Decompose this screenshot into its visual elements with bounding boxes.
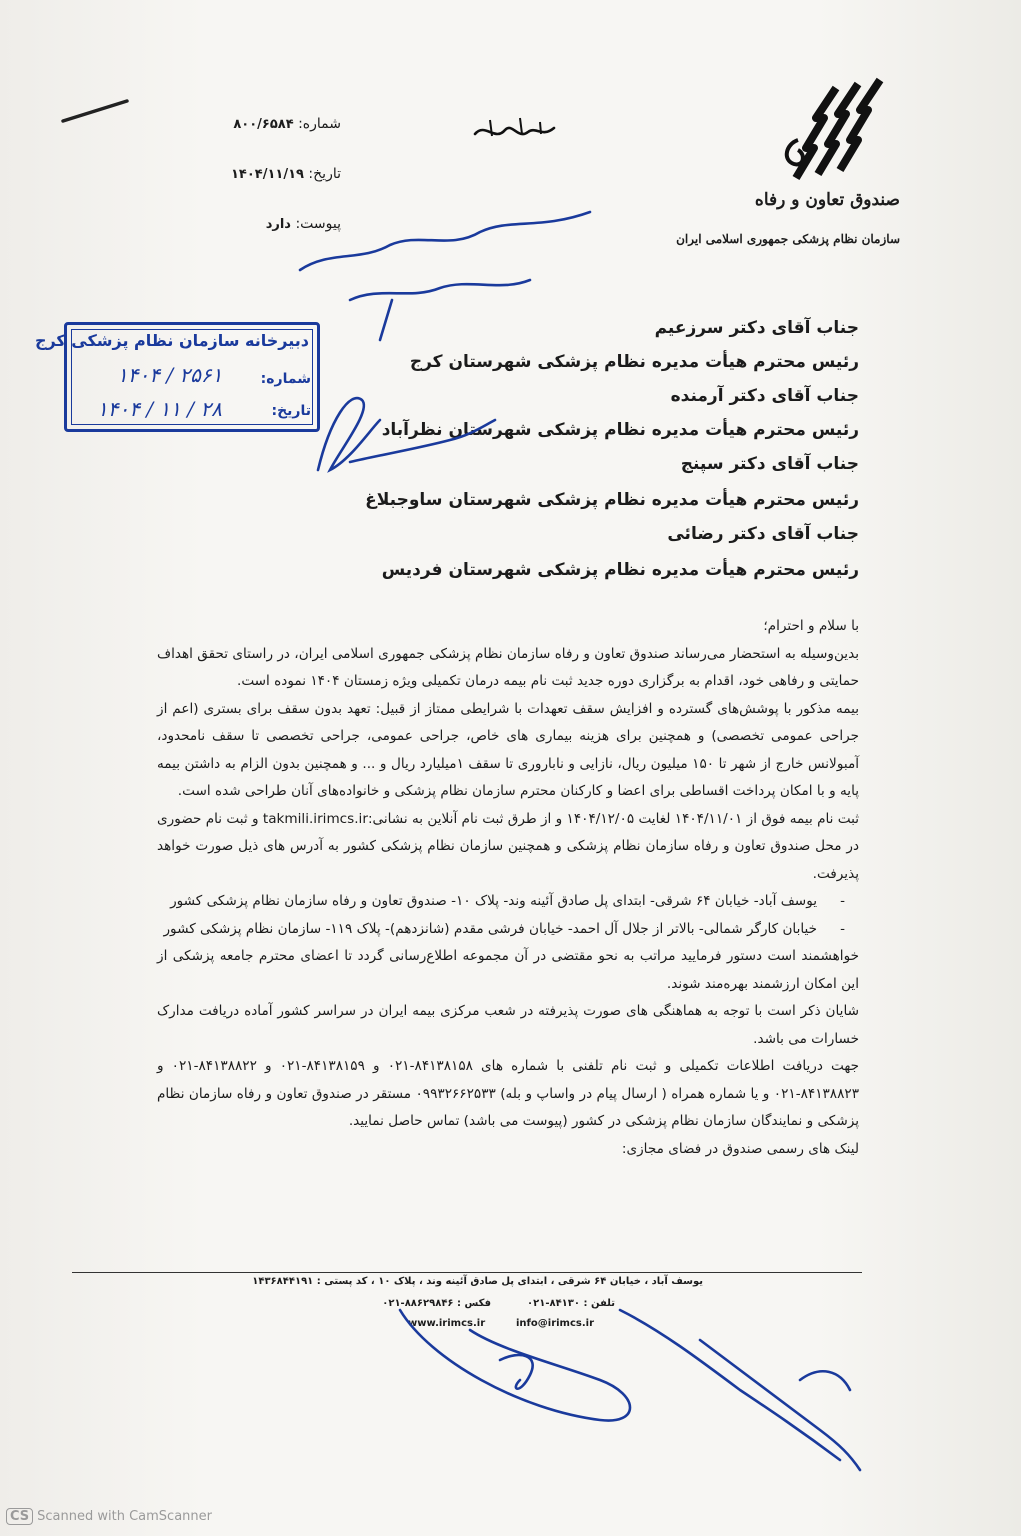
paragraph-links: لینک های رسمی صندوق در فضای مجازی: [621, 1140, 859, 1157]
addressee-2-title: رئیس محترم هیأت مدیره نظام پزشکی شهرستان نظرآباد [381, 420, 859, 440]
footer-address: یوسف آباد ، خیابان ۶۴ شرقی ، ابتدای پل صادق آئینه وند ، پلاک ۱۰ ، کد پستی : ۱۴۳۶۸۴۴۱۹۱ [252, 1276, 703, 1287]
address-bullet-2 [157, 916, 859, 944]
addressee-3-title: رئیس محترم هیأت مدیره نظام پزشکی شهرستان ساوجبلاغ [365, 490, 859, 510]
stamp-title: دبیرخانه سازمان نظام پزشکی کرج [34, 331, 309, 350]
letter-number-label: شماره: [298, 116, 341, 132]
secretariat-stamp [34, 322, 320, 432]
stamp-date-value: ۱۴۰۴ / ۱۱ / ۲۸ [97, 397, 222, 421]
letter-attachment-label: پیوست: [295, 216, 341, 232]
scanner-watermark [6, 1508, 212, 1525]
letter-attachment [266, 216, 341, 232]
letter-number [233, 116, 341, 132]
fund-organization: سازمان نظام پزشکی جمهوری اسلامی ایران [676, 232, 900, 246]
paragraph-coverage: بیمه مذکور با پوشش‌های گسترده و افزایش سقف تعهدات با شرایطی ممتاز از قبیل: تعهد بدون سقف برای بستری (اعم از جراحی عمومی تخصصی) و همچنین برای هزینه بیماری های خاص، جراحی عمومی، جراحی تخصصی تا سقف نامحدود، آمبولانس خارج از شهر تا ۱۵۰ میلیون ریال، نازایی و ناباروری تا سقف ۱میلیارد ریال و ... و همچنین بدون الزام به داشتن بیمه پایه و با امکان پرداخت اقساطی برای اعضا و کارکنان محترم سازمان نظام پزشکی و خانواده‌های آنان طراحی شده است. [157, 700, 859, 799]
addressee-4: جناب آقای دکتر رضائی [667, 524, 859, 544]
letter-date-label: تاریخ: [308, 166, 341, 182]
stamp-date-label: تاریخ: [271, 403, 311, 419]
letter-number-value: ۸۰۰/۶۵۸۴ [233, 117, 294, 132]
letter-attachment-value: دارد [265, 217, 291, 232]
stamp-number-value: ۱۴۰۴ / ۲۵۶۱ [117, 363, 223, 387]
address-bullet-1 [157, 888, 859, 916]
paragraph-request: خواهشمند است دستور فرمایید مراتب به نحو مقتضی در آن مجموعه اطلاع‌رسانی گردد تا اعضای محترم جامعه پزشکی از این امکان ارزشمند بهره‌مند شوند. [157, 948, 859, 992]
stamp-number-label: شماره: [260, 371, 311, 387]
scanner-text: Scanned with CamScanner [37, 1509, 212, 1524]
paragraph-registration: ثبت نام بیمه فوق از ۱۴۰۴/۱۱/۰۱ لغایت ۱۴۰۴/۱۲/۰۵ و از طرق ثبت نام آنلاین به نشانی:takmili.irimcs.ir و ثبت نام حضوری در محل صندوق تعاون و رفاه سازمان نظام پزشکی و همچنین سازمان نظام پزشکی کشور به آدرس های ذیل صورت خواهد پذیرفت. [157, 810, 860, 882]
addressee-2: جناب آقای دکتر آرمنده [670, 386, 859, 406]
letter-date-value: ۱۴۰۴/۱۱/۱۹ [230, 167, 304, 182]
paragraph-contact: جهت دریافت اطلاعات تکمیلی و ثبت نام تلفنی با شماره های ۸۴۱۳۸۱۵۸-۰۲۱ و ۸۴۱۳۸۱۵۹-۰۲۱ و ۸۴۱۳۸۸۲۲-۰۲۱ و ۸۴۱۳۸۸۲۳-۰۲۱ و یا شماره همراه ( ارسال پیام در واساپ و بله) ۰۹۹۳۲۶۶۲۵۳۳ مستقر در صندوق تعاون و رفاه سازمان نظام پزشکی و نمایندگان سازمان نظام پزشکی در کشور (پیوست می باشد) تماس حاصل نمایید. [157, 1058, 860, 1129]
paragraph-note: شایان ذکر است با توجه به هماهنگی های صورت پذیرفته در شعب مرکزی بیمه ایران در سراسر کشور آماده دریافت مدارک خسارات می باشد. [157, 1003, 859, 1047]
footer-fax: فکس : ۸۸۶۲۹۸۴۶-۰۲۱ [382, 1298, 491, 1309]
addressee-3: جناب آقای دکتر سپنج [680, 454, 859, 474]
footer-divider [72, 1272, 862, 1273]
bullet-marker: - [840, 920, 845, 937]
address-bullet-2-text: خیابان کارگر شمالی- بالاتر از جلال آل احمد- خیابان فرشی مقدم (شانزدهم)- پلاک ۱۱۹- سازمان نظام پزشکی کشور [163, 920, 817, 937]
footer-email[interactable]: info@irimcs.ir [516, 1318, 595, 1329]
pen-stroke-mark [55, 95, 135, 130]
footer-website[interactable]: www.irimcs.ir [408, 1318, 486, 1329]
greeting: با سلام و احترام؛ [763, 618, 859, 634]
addressee-4-title: رئیس محترم هیأت مدیره نظام پزشکی شهرستان فردیس [381, 560, 859, 580]
letter-body [157, 613, 859, 1163]
addressee-1: جناب آقای دکتر سرزعیم [654, 318, 859, 338]
fund-name: صندوق تعاون و رفاه [754, 190, 900, 210]
addressee-1-title: رئیس محترم هیأت مدیره نظام پزشکی شهرستان کرج [409, 352, 859, 372]
letter-date [231, 166, 341, 182]
address-bullet-1-text: یوسف آباد- خیابان ۶۴ شرقی- ابتدای پل صادق آئینه وند- پلاک ۱۰- صندوق تعاون و رفاه سازمان نظام پزشکی کشور [170, 893, 817, 909]
paragraph-intro: بدین‌وسیله به استحضار می‌رساند صندوق تعاون و رفاه سازمان نظام پزشکی جمهوری اسلامی ایران، در راستای تحقق اهداف حمایتی و رفاهی خود، اقدام به برگزاری دوره جدید ثبت نام بیمه درمان تکمیلی ویژه زمستان ۱۴۰۴ نموده است. [157, 645, 859, 689]
camscanner-logo-icon: CS [6, 1508, 33, 1525]
bismillah-calligraphy [470, 112, 560, 152]
bullet-marker: - [840, 893, 845, 909]
footer-phone: تلفن : ۸۴۱۳۰-۰۲۱ [527, 1298, 615, 1309]
